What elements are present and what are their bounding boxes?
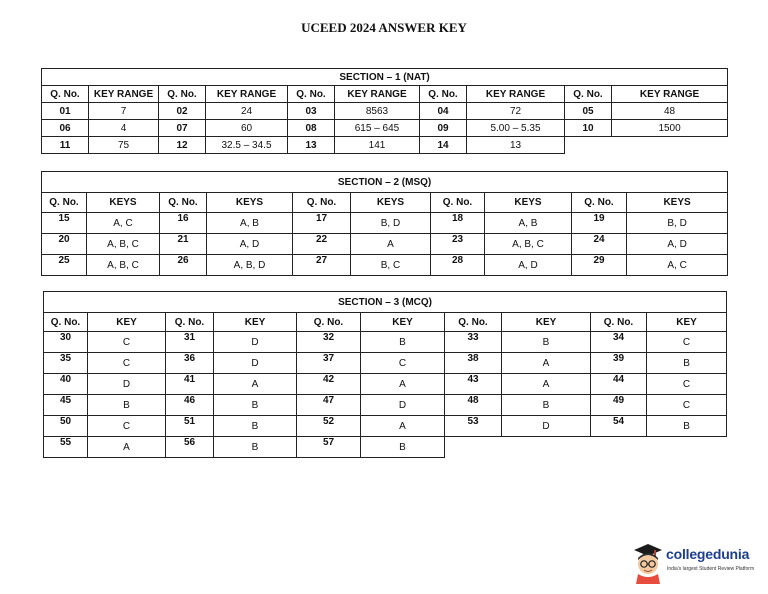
column-header-key: KEYS	[485, 193, 572, 213]
question-number: 38	[445, 353, 502, 374]
question-number: 47	[297, 395, 361, 416]
answer-key: A	[88, 437, 166, 458]
mcq-answer-table	[43, 291, 727, 458]
question-number: 22	[293, 234, 351, 255]
table-row	[42, 213, 728, 234]
brand-name: collegedunia	[666, 546, 750, 562]
answer-key: 1500	[612, 120, 728, 137]
column-header-qno: Q. No.	[572, 193, 627, 213]
answer-key: A	[214, 374, 297, 395]
answer-key: B	[647, 416, 727, 437]
column-header-key: KEYS	[351, 193, 431, 213]
section-heading-nat: SECTION – 1 (NAT)	[42, 69, 728, 86]
question-number: 09	[420, 120, 467, 137]
answer-key: C	[88, 416, 166, 437]
question-number: 11	[42, 137, 89, 154]
question-number: 03	[288, 103, 335, 120]
answer-key: C	[647, 395, 727, 416]
question-number: 42	[297, 374, 361, 395]
column-header-key: KEY	[502, 313, 591, 332]
answer-key: 7	[89, 103, 159, 120]
column-header-qno: Q. No.	[297, 313, 361, 332]
answer-key: C	[647, 374, 727, 395]
answer-key: A, B	[485, 213, 572, 234]
question-number: 39	[591, 353, 647, 374]
column-header-qno: Q. No.	[159, 86, 206, 103]
column-header-qno: Q. No.	[420, 86, 467, 103]
answer-key: B	[647, 353, 727, 374]
question-number: 56	[166, 437, 214, 458]
column-header-key: KEYS	[627, 193, 728, 213]
answer-key: B	[88, 395, 166, 416]
question-number: 17	[293, 213, 351, 234]
table-row	[42, 255, 728, 276]
answer-key: 13	[467, 137, 565, 154]
answer-key: B	[214, 395, 297, 416]
answer-key: B	[502, 332, 591, 353]
column-header-qno: Q. No.	[42, 193, 87, 213]
column-header-qno: Q. No.	[44, 313, 88, 332]
table-row	[42, 120, 728, 137]
brand-tagline: India's largest Student Review Platform	[667, 566, 755, 572]
column-header-key: KEY RANGE	[89, 86, 159, 103]
answer-key: 48	[612, 103, 728, 120]
answer-key: A, D	[627, 234, 728, 255]
question-number: 24	[572, 234, 627, 255]
answer-key: D	[214, 332, 297, 353]
answer-key: B, D	[627, 213, 728, 234]
table-row	[44, 395, 727, 416]
table-row	[42, 103, 728, 120]
question-number: 37	[297, 353, 361, 374]
question-number: 27	[293, 255, 351, 276]
section-heading-msq: SECTION – 2 (MSQ)	[42, 172, 728, 193]
column-header-key: KEY	[214, 313, 297, 332]
column-header-qno: Q. No.	[42, 86, 89, 103]
column-header-key: KEY RANGE	[206, 86, 288, 103]
answer-key: D	[88, 374, 166, 395]
nat-answer-table	[41, 68, 728, 154]
column-header-key: KEY	[361, 313, 445, 332]
question-number: 34	[591, 332, 647, 353]
question-number: 51	[166, 416, 214, 437]
answer-key: C	[88, 353, 166, 374]
question-number: 19	[572, 213, 627, 234]
table-row	[44, 332, 727, 353]
column-header-key: KEY RANGE	[612, 86, 728, 103]
table-row	[44, 416, 727, 437]
graduate-mascot-icon	[630, 540, 666, 584]
answer-key: A, C	[87, 213, 160, 234]
answer-key: A	[502, 353, 591, 374]
question-number: 36	[166, 353, 214, 374]
answer-key: A, B, C	[87, 255, 160, 276]
question-number: 31	[166, 332, 214, 353]
answer-key: A, D	[207, 234, 293, 255]
answer-key: A	[361, 416, 445, 437]
msq-answer-table	[41, 171, 728, 276]
question-number: 28	[431, 255, 485, 276]
answer-key: 615 – 645	[335, 120, 420, 137]
table-row	[44, 437, 727, 458]
answer-key: B	[214, 437, 297, 458]
question-number: 45	[44, 395, 88, 416]
question-number: 26	[160, 255, 207, 276]
question-number: 57	[297, 437, 361, 458]
question-number: 07	[159, 120, 206, 137]
question-number: 14	[420, 137, 467, 154]
mcq-header-row	[44, 313, 727, 332]
column-header-key: KEYS	[87, 193, 160, 213]
answer-key: C	[361, 353, 445, 374]
question-number: 35	[44, 353, 88, 374]
empty-cell	[565, 137, 728, 154]
question-number: 41	[166, 374, 214, 395]
answer-key: 5.00 – 5.35	[467, 120, 565, 137]
question-number: 43	[445, 374, 502, 395]
question-number: 50	[44, 416, 88, 437]
column-header-qno: Q. No.	[431, 193, 485, 213]
empty-cell	[445, 437, 727, 458]
question-number: 01	[42, 103, 89, 120]
question-number: 20	[42, 234, 87, 255]
answer-key: 8563	[335, 103, 420, 120]
question-number: 46	[166, 395, 214, 416]
answer-key: B	[214, 416, 297, 437]
question-number: 12	[159, 137, 206, 154]
answer-key: A, B	[207, 213, 293, 234]
question-number: 29	[572, 255, 627, 276]
question-number: 13	[288, 137, 335, 154]
question-number: 55	[44, 437, 88, 458]
question-number: 53	[445, 416, 502, 437]
answer-key: 72	[467, 103, 565, 120]
answer-key: B	[361, 332, 445, 353]
answer-key: A, B, C	[87, 234, 160, 255]
column-header-qno: Q. No.	[445, 313, 502, 332]
table-row	[42, 234, 728, 255]
question-number: 15	[42, 213, 87, 234]
table-row	[44, 374, 727, 395]
page-title: UCEED 2024 ANSWER KEY	[301, 20, 467, 35]
question-number: 06	[42, 120, 89, 137]
answer-key: C	[88, 332, 166, 353]
answer-key: B, C	[351, 255, 431, 276]
nat-header-row	[42, 86, 728, 103]
answer-key: B	[361, 437, 445, 458]
answer-key: 60	[206, 120, 288, 137]
question-number: 30	[44, 332, 88, 353]
question-number: 10	[565, 120, 612, 137]
table-row	[44, 353, 727, 374]
answer-key: A	[502, 374, 591, 395]
question-number: 44	[591, 374, 647, 395]
question-number: 54	[591, 416, 647, 437]
question-number: 49	[591, 395, 647, 416]
question-number: 18	[431, 213, 485, 234]
question-number: 05	[565, 103, 612, 120]
column-header-qno: Q. No.	[160, 193, 207, 213]
column-header-qno: Q. No.	[288, 86, 335, 103]
column-header-qno: Q. No.	[591, 313, 647, 332]
question-number: 02	[159, 103, 206, 120]
answer-key: 24	[206, 103, 288, 120]
question-number: 33	[445, 332, 502, 353]
question-number: 25	[42, 255, 87, 276]
section-heading-mcq: SECTION – 3 (MCQ)	[44, 292, 727, 313]
answer-key: A, C	[627, 255, 728, 276]
answer-key: 141	[335, 137, 420, 154]
answer-key: A, B, C	[485, 234, 572, 255]
answer-key: 32.5 – 34.5	[206, 137, 288, 154]
question-number: 04	[420, 103, 467, 120]
answer-key: D	[361, 395, 445, 416]
answer-key: B	[502, 395, 591, 416]
question-number: 16	[160, 213, 207, 234]
answer-key: 4	[89, 120, 159, 137]
column-header-qno: Q. No.	[166, 313, 214, 332]
answer-key: A	[361, 374, 445, 395]
answer-key: 75	[89, 137, 159, 154]
column-header-qno: Q. No.	[293, 193, 351, 213]
column-header-key: KEY	[88, 313, 166, 332]
msq-header-row	[42, 193, 728, 213]
answer-key: D	[214, 353, 297, 374]
column-header-qno: Q. No.	[565, 86, 612, 103]
column-header-key: KEYS	[207, 193, 293, 213]
collegedunia-logo[interactable]	[630, 540, 768, 585]
question-number: 08	[288, 120, 335, 137]
answer-key: A	[351, 234, 431, 255]
question-number: 23	[431, 234, 485, 255]
answer-key: C	[647, 332, 727, 353]
column-header-key: KEY	[647, 313, 727, 332]
table-row	[42, 137, 728, 154]
column-header-key: KEY RANGE	[335, 86, 420, 103]
answer-key: D	[502, 416, 591, 437]
question-number: 21	[160, 234, 207, 255]
answer-key: A, D	[485, 255, 572, 276]
question-number: 48	[445, 395, 502, 416]
question-number: 40	[44, 374, 88, 395]
answer-key: A, B, D	[207, 255, 293, 276]
question-number: 52	[297, 416, 361, 437]
answer-key: B, D	[351, 213, 431, 234]
question-number: 32	[297, 332, 361, 353]
column-header-key: KEY RANGE	[467, 86, 565, 103]
